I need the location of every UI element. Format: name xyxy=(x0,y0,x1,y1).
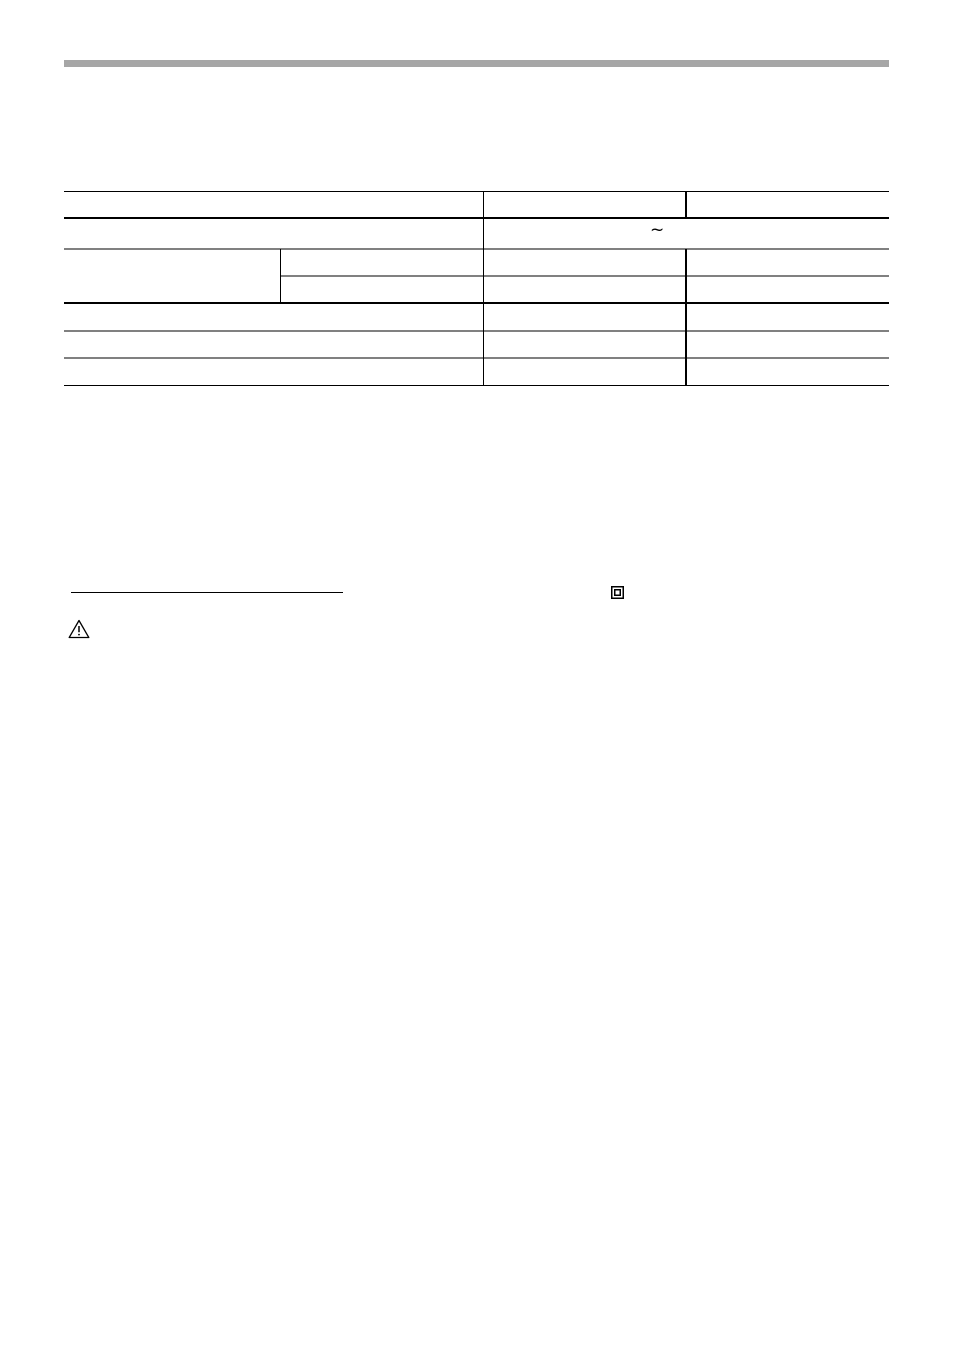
specifications-table-grid xyxy=(64,191,889,386)
double-insulation-icon xyxy=(611,586,624,599)
warning-icon xyxy=(68,619,90,639)
alternating-current-symbol: ~ xyxy=(650,220,665,240)
specifications-table xyxy=(64,191,889,386)
section-heading-underline xyxy=(71,592,343,593)
top-rule xyxy=(64,60,889,67)
